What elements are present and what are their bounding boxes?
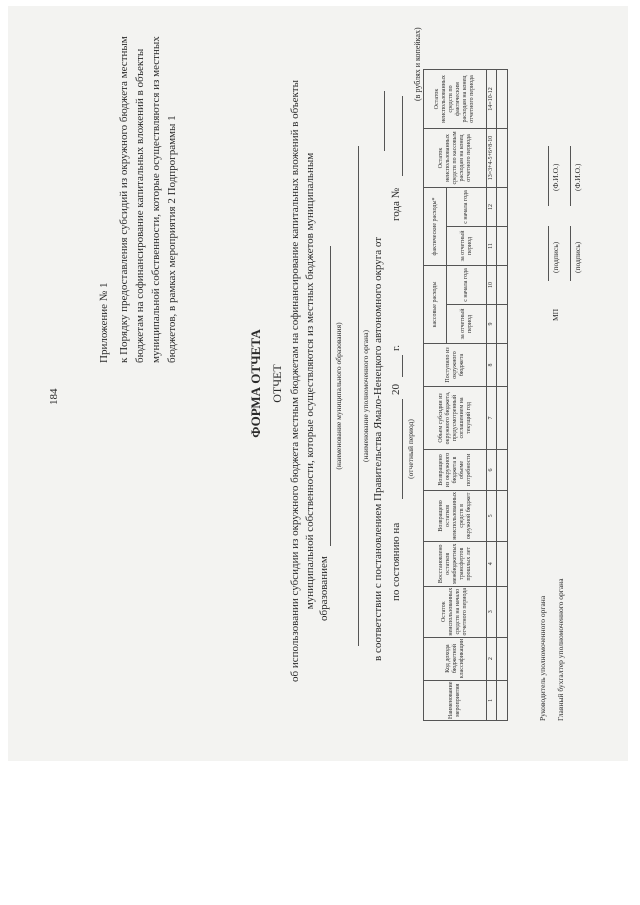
col-number: 12 [487,187,497,226]
caption-authority: (наименование уполномоченного органа) [361,330,370,462]
as-of-text: по состоянию на [390,522,402,601]
units-label: (в рублях и копейках) [413,27,422,101]
signature-accountant-label: Главный бухгалтер уполномоченного органа [556,578,565,721]
as-of-line [402,399,403,499]
col-number: 2 [487,637,497,680]
municipality-line [330,246,331,546]
report-table [423,69,508,721]
col-header-5: Возвращено остатков неиспользованных средств в окружной бюджет [424,490,487,541]
rotated-document [8,6,628,761]
col-header-13: Остаток неиспользованных средств по кассовым расходам на конец отчетного периода [424,128,487,187]
col-number: 14=10-12 [487,69,497,128]
col-number: 11 [487,226,497,265]
col-number: 9 [487,304,497,343]
stamp-mp: МП [551,308,560,321]
col-header-11: за отчетный период [447,226,487,265]
sig-podpis-1: (подпись) [551,241,560,273]
resolution-text: в соответствии с постановлением Правительства Ямало-Ненецкого автономного округа от [372,236,384,661]
col-header-8: Поступило из окружного бюджета [424,343,487,386]
report-subtitle: об использовании субсидии из окружного бюджета местным бюджетам на софинансирование капитальных вложений в объекты муниципальной собственности, которые осуществляются из местных бюджетов муниципальным [289,80,316,682]
page-number: 184 [48,388,60,405]
fio-line-1 [548,146,549,206]
col-header-9: за отчетный период [447,304,487,343]
year-g: г. [390,344,402,351]
table-row-empty [497,680,508,720]
col-header-6: Возвращено из окружного бюджета в объеме потребности [424,449,487,490]
col-number: 10 [487,265,497,304]
form-title: ФОРМА ОТЧЕТА [248,329,263,438]
col-header-3: Остаток неиспользованных средств на начало отчетного периода [424,586,487,637]
sig-line-1 [548,226,549,281]
scanned-page [8,6,628,761]
year-line [402,355,403,377]
year-twenty: 20 [390,384,402,395]
year-number-text: года № [390,187,402,221]
col-header-12: с начала года [447,187,487,226]
col-number: 5 [487,490,497,541]
col-header-14: Остаток неиспользованных средств по фактическим расходам на конец отчетного периода [424,69,487,128]
col-header-10: с начала года [447,265,487,304]
group-fact: фактические расходы* [424,187,447,265]
appendix-block [96,33,180,363]
col-header-7: Объем субсидии из окружного бюджета, предусмотренный соглашением на текущий год [424,386,487,449]
col-number: 6 [487,449,497,490]
col-number: 1 [487,680,497,720]
sig-line-2 [570,226,571,281]
caption-period: (отчетный период) [406,419,415,479]
municipality-label: образованием [318,556,330,621]
report-heading: ОТЧЕТ [270,364,284,403]
fio-line-2 [570,146,571,206]
sig-podpis-2: (подпись) [573,241,582,273]
signature-head-label: Руководитель уполномоченного органа [538,595,547,721]
col-number: 3 [487,586,497,637]
number-line [402,96,403,176]
col-number: 8 [487,343,497,386]
authority-line [358,146,359,646]
group-kassa: кассовые расходы [424,265,447,343]
sig-fio-2: (Ф.И.О.) [573,163,582,191]
col-header-1: Наименование мероприятия [424,680,487,720]
col-number: 4 [487,541,497,586]
appendix-title: Приложение № 1 [98,282,110,363]
date-line [384,91,385,151]
col-header-2: Код дохода бюджетной классификации [424,637,487,680]
col-header-4: Восстановлено остатков межбюджетных трансфертов прошлых лет [424,541,487,586]
caption-municipality: (наименование муниципального образования) [334,322,343,470]
sig-fio-1: (Ф.И.О.) [551,163,560,191]
col-number: 7 [487,386,497,449]
appendix-text: к Порядку предоставления субсидий из окружного бюджета местным бюджетам на софинансирование капитальных вложений в объекты муниципальной собственности, которые осуществляются из местных бюджетов, в рамках мероприятия 2 Подпрограммы 1 [118,36,178,363]
col-number: 13=3+4-5+6+8-10 [487,128,497,187]
